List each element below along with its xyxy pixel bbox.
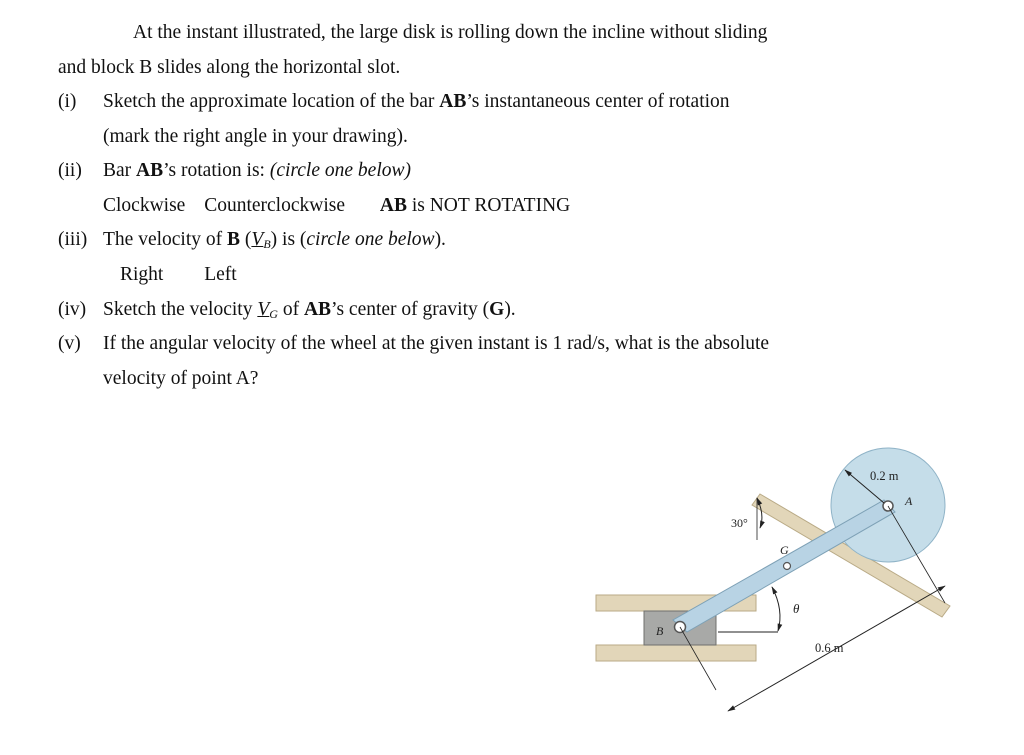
part-iv-end: ). [504,299,516,320]
part-i-text-2: (mark the right angle in your drawing). [103,126,408,147]
part-iv-bold-g: G [489,299,505,320]
part-v-text-2: velocity of point A? [103,368,259,389]
intro-text-2: and block B slides along the horizontal slot. [58,57,401,78]
pin-g [784,563,791,570]
part-iii-paren-open: ( [240,229,252,250]
label-length: 0.6 m [815,641,844,655]
part-i-number: (i) [58,91,77,112]
part-ii-text-a: Bar [103,160,137,181]
part-iii-end: ). [434,229,446,250]
label-radius: 0.2 m [870,469,899,483]
part-iii-italic: circle one below [306,229,435,250]
part-iv-number: (iv) [58,299,87,320]
option-clockwise[interactable]: Clockwise [103,195,186,216]
part-i-bold: AB [439,91,467,112]
part-v-text-1: If the angular velocity of the wheel at the given instant is 1 rad/s, what is the absolute [103,333,770,354]
part-iv-text-c: ’s center of gravity ( [331,299,490,320]
part-iii-paren-close: ) is ( [270,229,307,250]
part-i-text-b: ’s instantaneous center of rotation [466,91,730,112]
part-iv-text-a: Sketch the velocity [103,299,258,320]
part-iii-number: (iii) [58,229,88,250]
intro-text-1: At the instant illustrated, the large disk is rolling down the incline without sliding [133,22,768,43]
part-iv-sub: G [269,307,278,321]
part-ii-italic: (circle one below) [269,160,411,181]
option-counterclockwise[interactable]: Counterclockwise [204,195,345,216]
part-i-text-a: Sketch the approximate location of the bar [103,91,440,112]
label-theta: θ [793,601,800,616]
part-iii-text-a: The velocity of [103,229,227,250]
part-v-number: (v) [58,333,81,354]
label-a: A [905,494,913,508]
slot-rail-bottom [596,645,756,661]
label-b: B [656,624,664,638]
part-iii-bold: B [227,229,241,250]
part-iv-v: V [257,299,270,320]
option-not-rotating-rest: is NOT ROTATING [406,195,571,216]
part-iii-sub: B [263,237,271,251]
part-ii-number: (ii) [58,160,82,181]
part-iv-bold: AB [303,299,332,320]
part-iv-text-b: of [277,299,304,320]
part-iii-v: V [251,229,264,250]
theta-arc [772,587,780,631]
label-angle: 30° [731,516,748,530]
option-not-rotating-bold: AB [379,195,407,216]
option-left[interactable]: Left [204,264,237,285]
part-ii-bold: AB [136,160,164,181]
label-g: G [780,543,789,557]
option-right[interactable]: Right [120,264,164,285]
part-ii-text-b: ’s rotation is: [163,160,270,181]
